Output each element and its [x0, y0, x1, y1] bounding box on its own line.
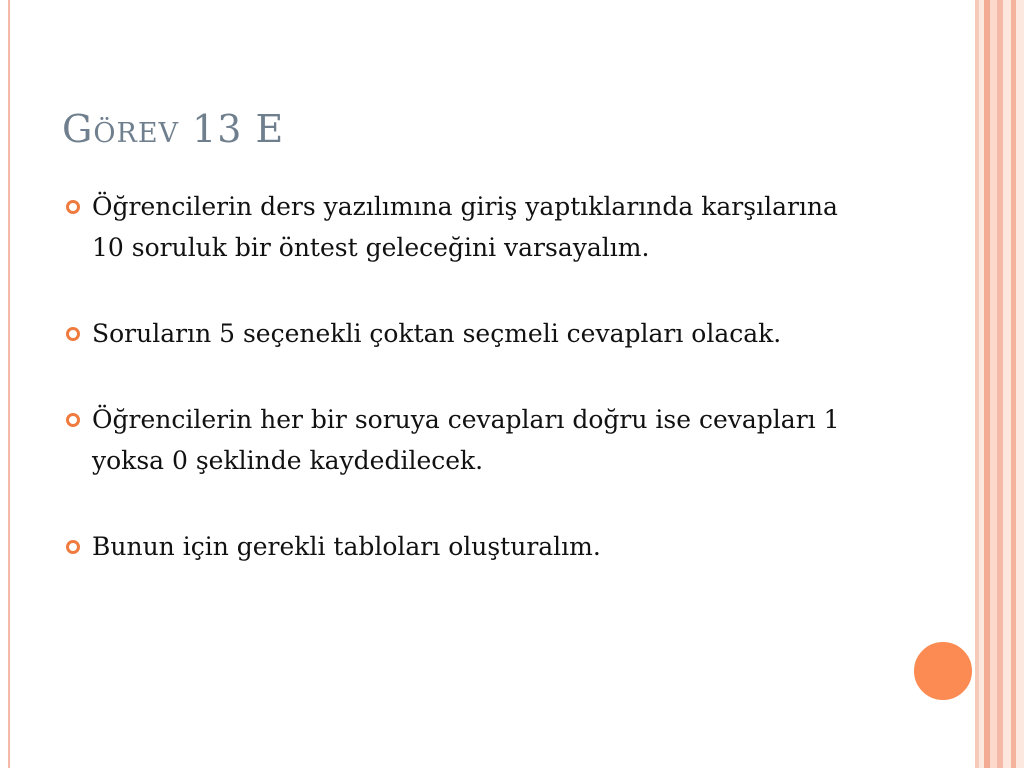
bullet-text: Bunun için gerekli tabloları oluşturalım.: [92, 532, 601, 561]
bullet-text: Öğrencilerin ders yazılımına giriş yaptıklarında karşılarına 10 soruluk bir öntest geleceğini varsayalım.: [92, 192, 838, 262]
bullet-ring-icon: [66, 200, 80, 214]
stripe: [1003, 0, 1011, 768]
bullet-ring-icon: [66, 540, 80, 554]
bullet-list: [60, 186, 860, 567]
decorative-stripes: [975, 0, 1024, 768]
stripe: [1016, 0, 1024, 768]
bullet-item: [60, 526, 860, 567]
bullet-item: [60, 186, 860, 268]
bullet-item: [60, 399, 860, 481]
stripe: [990, 0, 997, 768]
bullet-item: [60, 313, 860, 354]
left-border-line: [8, 0, 10, 768]
bullet-ring-icon: [66, 413, 80, 427]
bullet-text: Öğrencilerin her bir soruya cevapları doğru ise cevapları 1 yoksa 0 şeklinde kaydedilecek.: [92, 405, 840, 475]
bullet-ring-icon: [66, 327, 80, 341]
bullet-text: Soruların 5 seçenekli çoktan seçmeli cevapları olacak.: [92, 319, 782, 348]
decorative-circle: [912, 640, 974, 702]
slide-title: Görev 13 E: [62, 107, 285, 151]
